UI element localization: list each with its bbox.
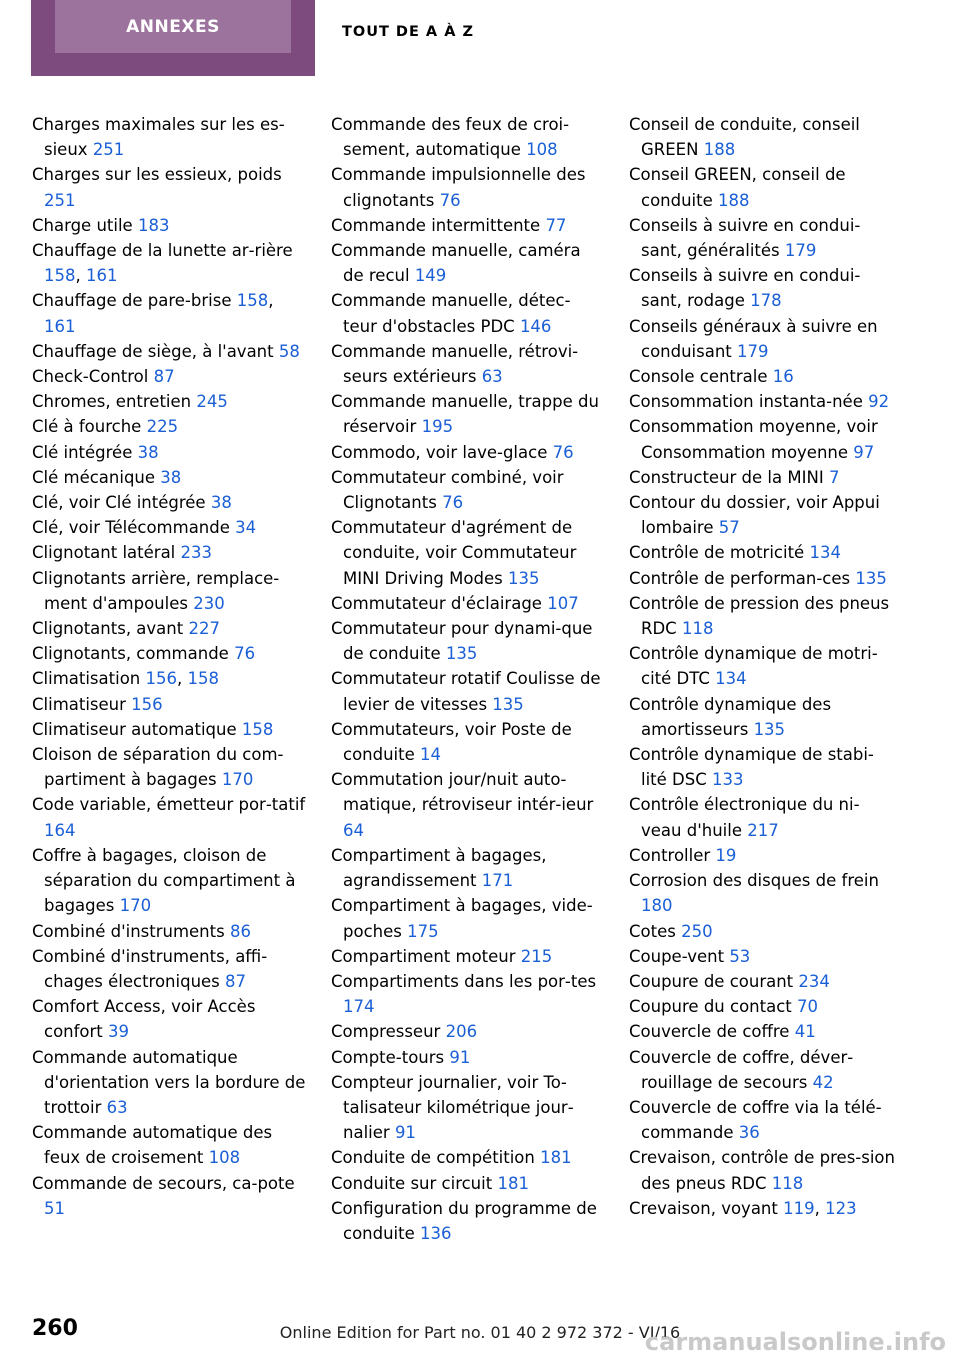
page-link[interactable]: 230 [193,593,225,613]
entry-term: Clé, voir Clé intégrée [32,493,206,513]
page-link[interactable]: 225 [146,417,179,437]
entry-term: Clignotant latéral [32,543,176,563]
page-link[interactable]: 158 [241,719,274,739]
index-entry: Climatisation 156, 158 [32,669,219,689]
page-link[interactable]: 107 [547,593,579,613]
page-link[interactable]: 188 [703,140,736,160]
page-link[interactable]: 135 [753,719,786,739]
watermark: carmanualsonline.info [644,1328,946,1356]
page-link[interactable]: 63 [106,1097,128,1117]
entry-term: Commande intermittente [331,215,541,235]
index-entry [629,641,899,691]
index-entry [629,843,899,868]
entry-term: Charges maximales sur les es‐sieux [32,115,285,160]
entry-term: Compartiments dans les por‐tes [331,971,597,991]
page-link[interactable]: 183 [137,215,170,235]
index-entry [32,717,308,742]
entry-term: Commodo, voir lave-glace [331,442,548,462]
entry-term: Commande manuelle, rétrovi‐seurs extérieurs [331,341,579,387]
index-entry [629,792,899,842]
page-link[interactable]: 206 [445,1022,478,1042]
entry-term: Crevaison, voyant [629,1198,778,1218]
entry-term: Coupure de courant [629,971,794,991]
entry-term: Configuration du programme de conduite [331,1198,597,1243]
entry-term: Contrôle de motricité [629,543,805,563]
entry-term: Commutateur pour dynami‐que de conduite [331,619,593,664]
page-link[interactable]: 188 [718,190,750,210]
index-entry: Chauffage de la lunette ar‐rière 158, 161 [32,241,293,286]
entry-term: Controller [629,845,711,865]
index-entry [32,641,308,666]
index-entry [32,465,308,490]
entry-term: Contour du dossier, voir Appui lombaire [629,493,880,538]
page-link[interactable]: 87 [153,367,175,387]
page-link[interactable]: 39 [108,1022,130,1042]
entry-term: Conduite sur circuit [331,1173,493,1193]
index-entry [32,112,308,162]
page-link[interactable]: 174 [343,997,375,1017]
entry-term: Consommation moyenne, voir Consommation moyenne [629,417,878,462]
page-link[interactable]: 164 [44,820,76,840]
entry-term: Commande automatique d'orientation vers la bordure de trottoir [32,1047,306,1117]
entry-term: Conseil de conduite, conseil GREEN [629,115,860,160]
page-link[interactable]: 135 [855,568,887,588]
page-link[interactable]: 76 [442,493,464,513]
page-link[interactable]: 91 [449,1047,471,1067]
page-link[interactable]: 156 [145,669,177,689]
entry-term: Coupe-vent [629,946,725,966]
page-link[interactable]: 251 [92,140,125,160]
index-entry: Chauffage de pare‐brise 158, 161 [32,291,274,336]
entry-term: Coupure du contact [629,997,792,1017]
index-entry [331,238,601,288]
page-link[interactable]: 51 [44,1198,65,1218]
entry-term: Contrôle électronique du ni‐veau d'huile [629,795,860,840]
index-entry [32,1045,308,1121]
entry-term: Commutateur d'éclairage [331,593,542,613]
page-link[interactable]: 42 [812,1072,834,1092]
entry-term: Contrôle dynamique de stabi‐lité DSC [629,745,874,790]
index-entry [32,566,308,616]
page-link[interactable]: 57 [718,518,740,538]
page-link[interactable]: 250 [681,921,713,941]
index-entry [331,1070,601,1146]
entry-term: Commutateur combiné, voir Clignotants [331,467,564,513]
index-entry [331,112,601,162]
entry-term: Consommation instanta‐née [629,392,863,412]
entry-term: Clignotants, commande [32,644,229,664]
index-entry [331,666,601,716]
page-link[interactable]: 86 [229,921,251,941]
entry-term: Compartiment moteur [331,946,516,966]
entry-term: Commande impulsionnelle des clignotants [331,165,586,210]
page-link[interactable]: 136 [420,1223,452,1243]
index-entry [32,944,308,994]
page-link[interactable]: 38 [137,442,159,462]
index-entry [32,162,308,212]
index-entry [331,616,601,666]
entry-term: Compte-tours [331,1047,445,1067]
page-link[interactable]: 179 [784,241,817,261]
page-link[interactable]: 119 [783,1198,815,1218]
index-entry [629,414,899,464]
entry-term: Comfort Access, voir Accès confort [32,997,256,1042]
entry-term: Contrôle dynamique des amortisseurs [629,694,832,739]
entry-term: Clignotants, avant [32,619,184,639]
index-entry [331,288,601,338]
index-entry [629,465,899,490]
index-entry [629,314,899,364]
index-entry [331,162,601,212]
page-number: 260 [32,1316,78,1341]
index-entry [331,969,601,1019]
entry-term: Charges sur les essieux, poids [32,165,282,185]
subsection-title: TOUT DE A À Z [342,24,474,40]
page-link[interactable]: 38 [160,467,182,487]
index-entry [331,1019,601,1044]
index-entry [32,616,308,641]
page-link[interactable]: 14 [420,745,442,765]
entry-term: Compartiment à bagages, agrandissement [331,845,547,891]
page-link[interactable]: 134 [809,543,841,563]
page-link[interactable]: 91 [394,1123,416,1143]
index-entry [629,364,899,389]
page-link[interactable]: 179 [737,341,769,361]
entry-term: Commutateur d'agrément de conduite, voir Commutateur MINI Driving Modes [331,518,577,588]
entry-term: Commande automatique des feux de croisement [32,1123,273,1168]
page-link[interactable]: 181 [497,1173,529,1193]
entry-term: Climatisation [32,669,141,689]
index-entry [629,944,899,969]
index-entry [32,515,308,540]
entry-term: Coffre à bagages, cloison de séparation du compartiment à bagages [32,845,296,916]
index-entry [331,213,601,238]
index-entry [629,162,899,212]
page-link[interactable]: 158 [44,266,76,286]
page-link[interactable]: 233 [180,543,213,563]
page-link[interactable]: 251 [44,190,76,210]
entry-term: Commutation jour/nuit auto‐matique, rétroviseur intér‐ieur [331,770,594,815]
entry-term: Contrôle de pression des pneus RDC [629,593,890,639]
page-link[interactable]: 135 [492,694,524,714]
page-link[interactable]: 34 [235,518,257,538]
index-entry [331,591,601,616]
page-link[interactable]: 227 [188,619,220,639]
page-link[interactable]: 118 [681,619,714,639]
entry-term: Clé, voir Télécommande [32,518,230,538]
index-entry [629,919,899,944]
index-entry [32,389,308,414]
page-link[interactable]: 92 [868,392,890,412]
entry-term: Cloison de séparation du com‐partiment à bagages [32,745,284,790]
index-entry [32,843,308,919]
index-entry [331,944,601,969]
page-link[interactable]: 7 [828,467,840,487]
entry-term: Conduite de compétition [331,1148,535,1168]
index-entry [32,213,308,238]
section-tab [31,0,315,76]
page-link[interactable]: 195 [421,417,454,437]
index-entry [331,1171,601,1196]
entry-term: Commande de secours, ca‐pote [32,1173,295,1193]
entry-term: Chauffage de pare‐brise [32,291,232,311]
entry-term: Couvercle de coffre [629,1022,790,1042]
page-link[interactable]: 156 [131,694,163,714]
page-link[interactable]: 146 [519,316,552,336]
entry-term: Climatiseur [32,694,126,714]
index-entry [331,843,601,893]
entry-term: Commutateurs, voir Poste de conduite [331,719,572,765]
page-link[interactable]: 118 [771,1173,804,1193]
page-link[interactable]: 53 [729,946,751,966]
page-link[interactable]: 58 [278,341,300,361]
index-entry [629,692,899,742]
index-entry [629,868,899,918]
page-link[interactable]: 123 [825,1198,857,1218]
page-link[interactable]: 178 [750,291,782,311]
index-entry [629,1145,899,1195]
index-entry [629,112,899,162]
entry-term: Charge utile [32,215,133,235]
index-entry [331,1045,601,1070]
index-entry [32,692,308,717]
page-link[interactable]: 135 [507,568,540,588]
index-column-1 [32,112,308,1221]
entry-term: Commande des feux de croi‐sement, automatique [331,115,570,160]
page-link[interactable]: 108 [526,140,558,160]
page-link[interactable]: 158 [187,669,219,689]
page-link[interactable]: 76 [439,190,461,210]
index-entry [32,440,308,465]
page-link[interactable]: 77 [545,215,567,235]
page-link[interactable]: 158 [236,291,269,311]
entry-term: Conseil GREEN, conseil de conduite [629,165,846,210]
index-entry [331,893,601,943]
page-link[interactable]: 245 [196,392,228,412]
entry-term: Clignotants arrière, remplace‐ment d'ampoules [32,568,280,613]
entry-term: Contrôle de performan‐ces [629,568,851,588]
index-entry [629,591,899,641]
entry-term: Clé intégrée [32,442,133,462]
index-entry: Crevaison, voyant 119, 123 [629,1198,857,1218]
page-link[interactable]: 170 [221,770,254,790]
entry-term: Check-Control [32,367,149,387]
index-entry [32,364,308,389]
page-link[interactable]: 76 [552,442,574,462]
page-link[interactable]: 19 [715,845,737,865]
index-entry [32,414,308,439]
entry-term: Combiné d'instruments, affi‐chages électroniques [32,946,268,991]
section-title: ANNEXES [55,0,291,53]
index-entry [629,389,899,414]
page-link[interactable]: 161 [86,266,118,286]
entry-term: Conseils à suivre en condui‐sant, rodage [629,266,861,311]
index-entry [629,742,899,792]
entry-term: Conseils à suivre en condui‐sant, généralités [629,215,861,261]
entry-term: Clé à fourche [32,417,142,437]
entry-term: Constructeur de la MINI [629,467,824,487]
page-link[interactable]: 215 [520,946,553,966]
page-link[interactable]: 38 [210,493,232,513]
index-entry [331,465,601,515]
page-link[interactable]: 171 [481,871,514,891]
entry-term: Clé mécanique [32,467,156,487]
index-entry [629,1045,899,1095]
entry-term: Contrôle dynamique de motri‐cité DTC [629,644,878,689]
page-link[interactable]: 234 [798,971,830,991]
index-column-3 [629,112,899,1221]
entry-term: Code variable, émetteur por‐tatif [32,795,306,815]
index-entry [32,919,308,944]
entry-term: Compartiment à bagages, vide-poches [331,896,593,941]
entry-term: Chromes, entretien [32,392,192,412]
page-link[interactable]: 180 [641,896,673,916]
page-link[interactable]: 64 [343,820,364,840]
index-entry [331,717,601,767]
page-link[interactable]: 175 [407,921,439,941]
index-entry [629,969,899,994]
index-entry [629,1019,899,1044]
page-link[interactable]: 217 [747,820,779,840]
entry-term: Couvercle de coffre via la télé‐commande [629,1097,882,1143]
index-entry [32,490,308,515]
entry-term: Commande manuelle, caméra de recul [331,241,581,286]
entry-term: Compresseur [331,1022,441,1042]
index-entry [32,742,308,792]
page-link[interactable]: 16 [772,367,794,387]
entry-term: Chauffage de la lunette ar‐rière [32,241,293,261]
page-link[interactable]: 133 [711,770,744,790]
page-link[interactable]: 149 [414,266,447,286]
index-entry [32,792,308,842]
entry-term: Compteur journalier, voir To‐talisateur kilométrique jour‐nalier [331,1072,574,1143]
entry-term: Combiné d'instruments [32,921,225,941]
index-entry [629,994,899,1019]
page-link[interactable]: 76 [234,644,256,664]
entry-term: Commande manuelle, détec‐teur d'obstacles PDC [331,291,571,336]
index-entry [331,1196,601,1246]
index-entry [331,339,601,389]
index-entry [32,1120,308,1170]
index-entry [331,389,601,439]
index-entry [331,515,601,591]
entry-term: Cotes [629,921,676,941]
page-link[interactable]: 108 [208,1148,241,1168]
page-link[interactable]: 170 [119,896,152,916]
entry-term: Commutateur rotatif Coulisse de levier de vitesses [331,669,601,714]
index-entry [629,1095,899,1145]
entry-term: Console centrale [629,367,768,387]
index-entry [629,540,899,565]
index-entry [331,1145,601,1170]
page-link[interactable]: 97 [853,442,875,462]
entry-term: Commande manuelle, trappe du réservoir [331,392,599,437]
index-entry [629,263,899,313]
page-link[interactable]: 70 [797,997,818,1017]
entry-term: Corrosion des disques de frein [629,871,879,891]
entry-term: Conseils généraux à suivre en conduisant [629,316,878,361]
entry-term: Couvercle de coffre, déver‐rouillage de secours [629,1047,854,1092]
page-link[interactable]: 181 [540,1148,572,1168]
index-entry [629,566,899,591]
index-entry [331,440,601,465]
page-link[interactable]: 161 [44,316,76,336]
page-link[interactable]: 134 [715,669,747,689]
index-entry [32,1171,308,1221]
entry-term: Climatiseur automatique [32,719,237,739]
index-entry [32,994,308,1044]
page-link[interactable]: 87 [225,971,247,991]
index-entry [32,540,308,565]
edition-footer: Online Edition for Part no. 01 40 2 972 372 - VI/16 [279,1323,681,1342]
index-entry [32,339,308,364]
index-column-2 [331,112,601,1246]
entry-term: Crevaison, contrôle de pres‐sion des pneus RDC [629,1148,895,1193]
index-entry [629,213,899,263]
page-link[interactable]: 41 [794,1022,816,1042]
entry-term: Chauffage de siège, à l'avant [32,341,274,361]
index-entry [629,490,899,540]
index-entry [331,767,601,843]
page-link[interactable]: 36 [738,1123,760,1143]
page-link[interactable]: 135 [445,644,478,664]
page-link[interactable]: 63 [481,367,503,387]
